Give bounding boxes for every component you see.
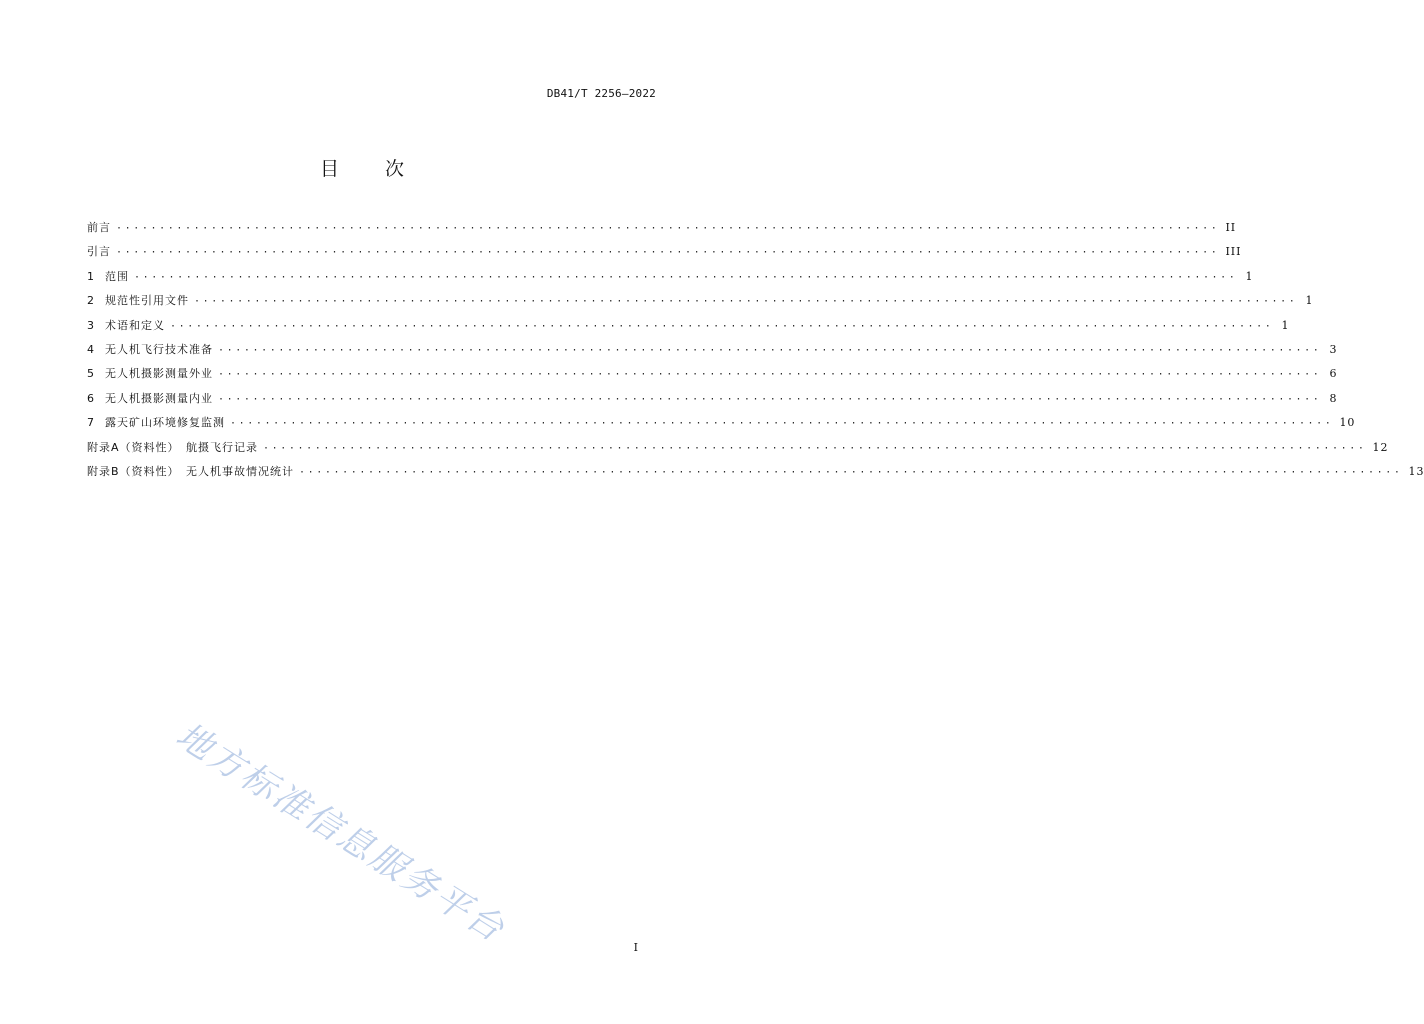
toc-entry-label: 引言 [87,245,111,259]
toc-leader-dots: ································································································································ [218,369,1322,381]
toc-entry-section-3[interactable] [87,317,1290,341]
toc-leader-dots: ································································································································ [116,247,1220,259]
toc-leader-dots: ································································································································ [218,344,1322,356]
toc-page-number: 10 [1339,416,1356,430]
toc-entry-label: 前言 [87,221,111,234]
toc-leader-dots: ································································································································ [170,320,1274,332]
toc-page-number: 3 [1329,342,1338,356]
toc-entry-section-4[interactable] [87,341,1338,365]
table-of-contents [87,219,1424,487]
toc-page-number: 1 [1305,294,1314,308]
footer-page-number: I [633,941,638,954]
toc-page-number: II [1225,221,1237,234]
toc-leader-dots: ································································································································ [218,393,1322,405]
toc-entry-label: 露天矿山环境修复监测 [105,416,225,430]
toc-entry-section-2[interactable] [87,292,1314,316]
toc-page-number: 1 [1245,269,1254,283]
toc-leader-dots: ································································································································ [116,223,1220,234]
watermark: 地方标准信息服务平台 [168,715,513,951]
toc-leader-dots: ································································································································ [230,418,1334,430]
toc-page-number: 13 [1408,464,1424,478]
toc-entry-label: 无人机摄影测量内业 [105,391,213,405]
toc-page-number: 6 [1329,367,1338,381]
toc-entry-introduction[interactable] [87,243,1242,267]
toc-entry-section-6[interactable] [87,390,1338,414]
page-title: 目 次 [319,158,425,180]
toc-page-number: 8 [1329,391,1338,405]
document-code: DB41/T 2256—2022 [546,87,656,100]
toc-entry-label: 规范性引用文件 [105,294,189,308]
toc-entry-label: 附录A（资料性） 航摄飞行记录 [87,440,259,454]
toc-entry-label: 术语和定义 [105,318,165,332]
toc-entry-label: 附录B（资料性） 无人机事故情况统计 [87,464,295,478]
toc-leader-dots: ································································································································ [299,466,1403,478]
toc-leader-dots: ································································································································ [263,442,1367,454]
toc-page-number: 12 [1372,440,1389,454]
toc-leader-dots: ································································································································ [134,271,1238,283]
toc-entry-number: 6 [87,391,94,405]
toc-entry-label: 无人机飞行技术准备 [105,342,213,356]
toc-leader-dots: ································································································································ [194,296,1298,308]
toc-entry-number: 7 [87,416,94,430]
toc-entry-number: 4 [87,342,94,356]
toc-entry-number: 2 [87,294,94,308]
toc-entry-number: 5 [87,367,94,381]
toc-entry-section-5[interactable] [87,365,1338,389]
toc-entry-foreword[interactable] [87,219,1237,243]
toc-entry-section-7[interactable] [87,414,1356,438]
toc-entry-section-1[interactable] [87,268,1254,292]
toc-entry-appendix-b[interactable] [87,463,1424,487]
toc-entry-number: 3 [87,318,94,332]
toc-entry-label: 无人机摄影测量外业 [105,367,213,381]
toc-entry-number: 1 [87,269,94,283]
toc-entry-label: 范围 [105,269,129,283]
toc-page-number: 1 [1281,318,1290,332]
toc-entry-appendix-a[interactable] [87,439,1389,463]
toc-page-number: III [1225,245,1242,259]
